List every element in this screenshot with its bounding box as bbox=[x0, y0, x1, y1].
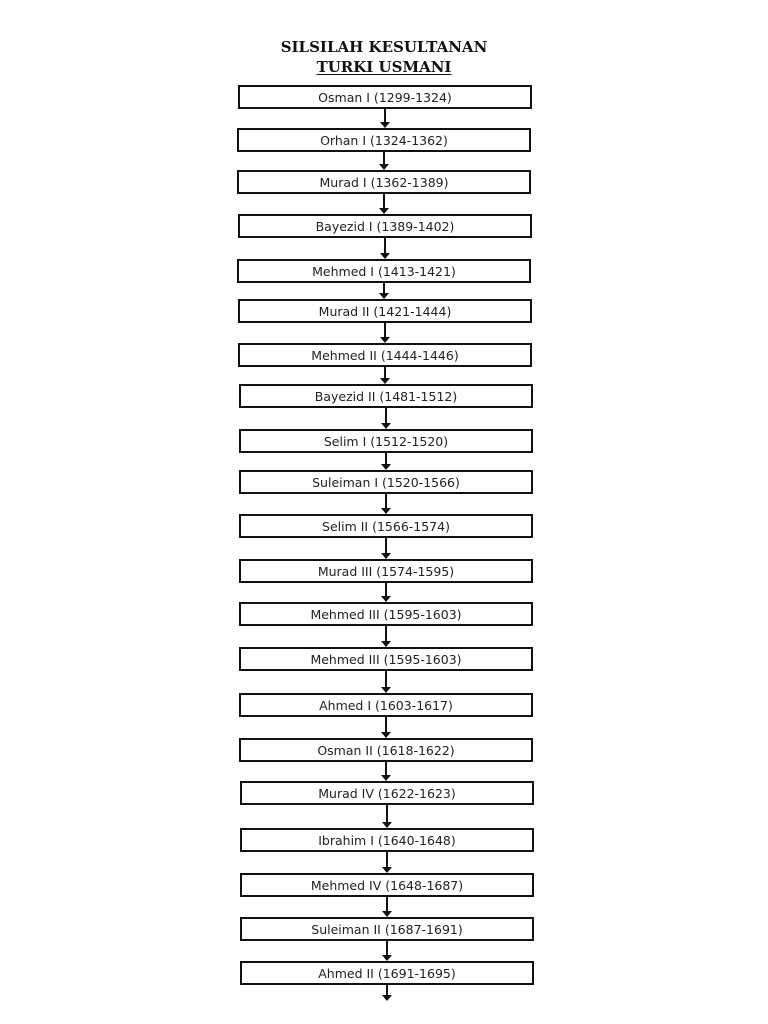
title-line-1: SILSILAH KESULTANAN bbox=[280, 38, 488, 56]
arrow-shaft bbox=[385, 762, 387, 776]
down-arrow-icon bbox=[382, 985, 392, 1001]
down-arrow-icon bbox=[381, 408, 391, 429]
down-arrow-icon bbox=[382, 897, 392, 917]
arrow-shaft bbox=[385, 538, 387, 554]
down-arrow-icon bbox=[380, 238, 390, 259]
sultan-box: Murad I (1362-1389) bbox=[237, 170, 531, 194]
down-arrow-icon bbox=[381, 717, 391, 738]
arrow-shaft bbox=[386, 852, 388, 868]
arrow-shaft bbox=[384, 323, 386, 338]
sultan-box: Mehmed IV (1648-1687) bbox=[240, 873, 534, 897]
arrow-shaft bbox=[385, 717, 387, 733]
title-line-2: TURKI USMANI bbox=[316, 58, 452, 76]
arrow-shaft bbox=[385, 408, 387, 424]
sultan-box: Mehmed II (1444-1446) bbox=[238, 343, 532, 367]
sultan-box: Ahmed I (1603-1617) bbox=[239, 693, 533, 717]
down-arrow-icon bbox=[379, 283, 389, 299]
down-arrow-icon bbox=[380, 367, 390, 384]
sultan-box: Osman I (1299-1324) bbox=[238, 85, 532, 109]
sultan-box: Bayezid II (1481-1512) bbox=[239, 384, 533, 408]
down-arrow-icon bbox=[381, 538, 391, 559]
sultan-box: Murad II (1421-1444) bbox=[238, 299, 532, 323]
down-arrow-icon bbox=[381, 626, 391, 647]
arrow-shaft bbox=[386, 805, 388, 823]
arrow-shaft bbox=[386, 941, 388, 956]
arrow-shaft bbox=[385, 583, 387, 597]
down-arrow-icon bbox=[380, 323, 390, 343]
sultan-box: Murad IV (1622-1623) bbox=[240, 781, 534, 805]
sultan-box: Mehmed III (1595-1603) bbox=[239, 602, 533, 626]
down-arrow-icon bbox=[382, 941, 392, 961]
down-arrow-icon bbox=[381, 762, 391, 781]
sultan-box: Suleiman I (1520-1566) bbox=[239, 470, 533, 494]
down-arrow-icon bbox=[379, 194, 389, 214]
sultan-box: Ibrahim I (1640-1648) bbox=[240, 828, 534, 852]
down-arrow-icon bbox=[381, 671, 391, 693]
down-arrow-icon bbox=[381, 453, 391, 470]
down-arrow-icon bbox=[382, 805, 392, 828]
down-arrow-icon bbox=[380, 109, 390, 128]
arrow-shaft bbox=[386, 897, 388, 912]
arrow-shaft bbox=[384, 238, 386, 254]
down-arrow-icon bbox=[382, 852, 392, 873]
sultan-box: Ahmed II (1691-1695) bbox=[240, 961, 534, 985]
down-arrow-icon bbox=[381, 583, 391, 602]
sultan-box: Osman II (1618-1622) bbox=[239, 738, 533, 762]
sultan-box: Bayezid I (1389-1402) bbox=[238, 214, 532, 238]
sultan-box: Mehmed III (1595-1603) bbox=[239, 647, 533, 671]
sultan-box: Mehmed I (1413-1421) bbox=[237, 259, 531, 283]
arrow-shaft bbox=[385, 494, 387, 509]
down-arrow-icon bbox=[381, 494, 391, 514]
arrow-head bbox=[382, 995, 392, 1001]
sultan-box: Suleiman II (1687-1691) bbox=[240, 917, 534, 941]
sultan-box: Murad III (1574-1595) bbox=[239, 559, 533, 583]
arrow-shaft bbox=[384, 109, 386, 123]
sultan-box: Orhan I (1324-1362) bbox=[237, 128, 531, 152]
down-arrow-icon bbox=[379, 152, 389, 170]
sultan-box: Selim II (1566-1574) bbox=[239, 514, 533, 538]
arrow-shaft bbox=[385, 671, 387, 688]
sultan-box: Selim I (1512-1520) bbox=[239, 429, 533, 453]
arrow-shaft bbox=[385, 626, 387, 642]
arrow-shaft bbox=[383, 194, 385, 209]
